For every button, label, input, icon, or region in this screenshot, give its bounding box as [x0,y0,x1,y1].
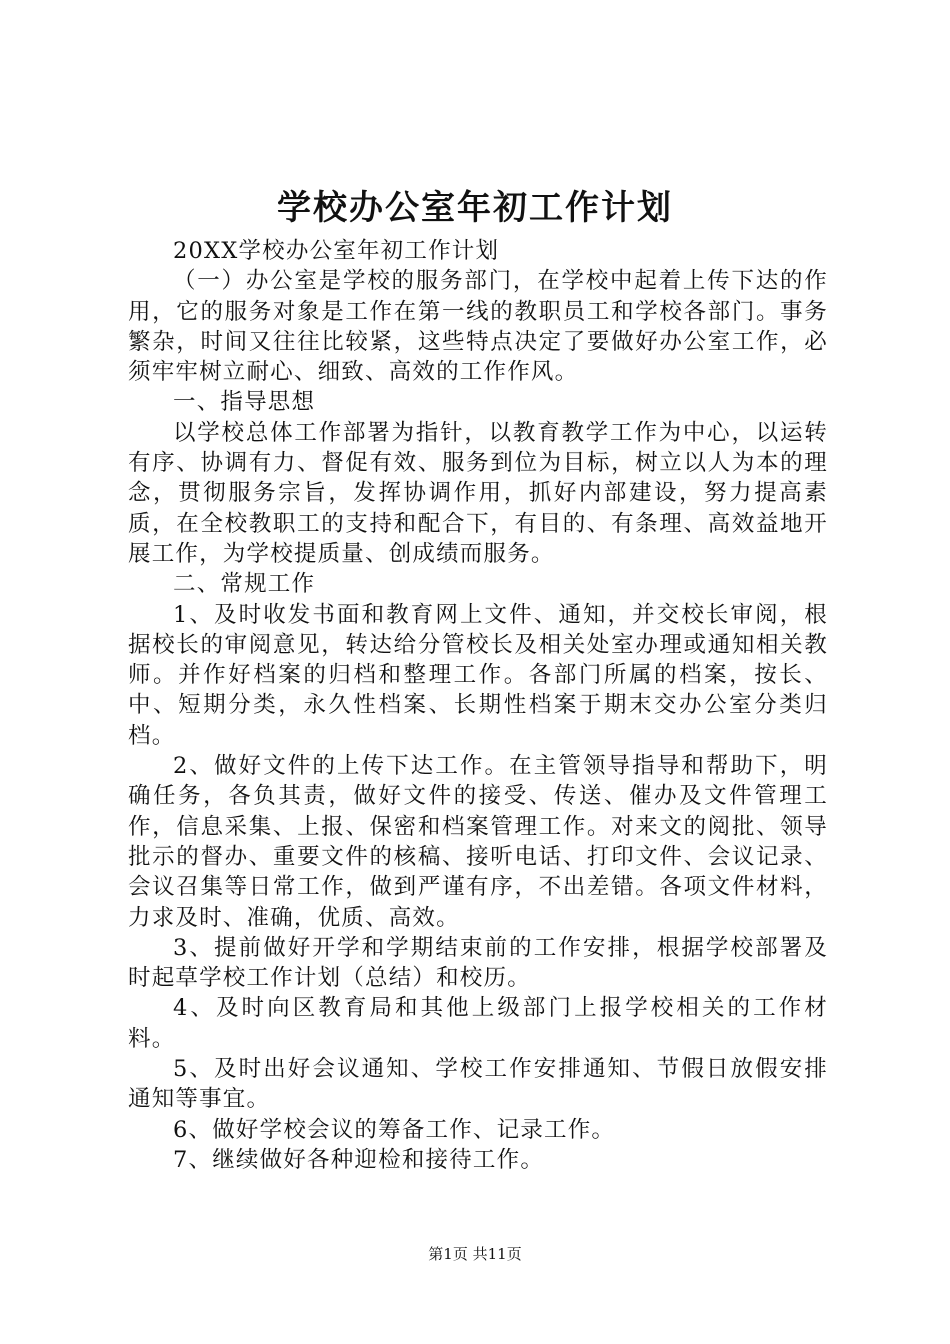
paragraph-item-5: 5、及时出好会议通知、学校工作安排通知、节假日放假安排通知等事宜。 [128,1056,828,1113]
document-subtitle: 20XX学校办公室年初工作计划 [173,238,500,264]
paragraph-item-1: 1、及时收发书面和教育网上文件、通知，并交校长审阅，根据校长的审阅意见，转达给分管校长及相关处室办理或通知相关教师。并作好档案的归档和整理工作。各部门所属的档案，按长、中、短期分类，永久性档案、长期性档案于期末交办公室分类归档。 [128,601,828,749]
paragraph-item-6: 6、做好学校会议的筹备工作、记录工作。 [173,1116,616,1143]
paragraph-guiding-idea: 以学校总体工作部署为指针，以教育教学工作为中心，以运转有序、协调有力、督促有效、服务到位为目标，树立以人为本的理念，贯彻服务宗旨，发挥协调作用，抓好内部建设，努力提高素质，在全校教职工的支持和配合下，有目的、有条理、高效益地开展工作，为学校提质量、创成绩而服务。 [128,419,828,567]
page-number-footer: 第1页 共11页 [428,1245,522,1263]
section-heading-guiding-idea: 一、指导思想 [173,389,316,416]
paragraph-item-7: 7、继续做好各种迎检和接待工作。 [173,1146,545,1173]
paragraph-intro: （一）办公室是学校的服务部门，在学校中起着上传下达的作用，它的服务对象是工作在第一线的教职员工和学校各部门。事务繁杂，时间又往往比较紧，这些特点决定了要做好办公室工作，必须牢牢树立耐心、细致、高效的工作作风。 [128,268,828,386]
paragraph-item-2: 2、做好文件的上传下达工作。在主管领导指导和帮助下，明确任务，各负其责，做好文件的接受、传送、催办及文件管理工作，信息采集、上报、保密和档案管理工作。对来文的阅批、领导批示的督办、重要文件的核稿、接听电话、打印文件、会议记录、会议召集等日常工作，做到严谨有序，不出差错。各项文件材料，力求及时、准确，优质、高效。 [128,753,828,931]
paragraph-item-4: 4、及时向区教育局和其他上级部门上报学校相关的工作材料。 [128,995,828,1052]
document-title: 学校办公室年初工作计划 [277,188,673,228]
section-heading-routine-work: 二、常规工作 [173,571,316,598]
paragraph-item-3: 3、提前做好开学和学期结束前的工作安排，根据学校部署及时起草学校工作计划（总结）和校历。 [128,934,828,992]
document-body [128,236,828,1175]
